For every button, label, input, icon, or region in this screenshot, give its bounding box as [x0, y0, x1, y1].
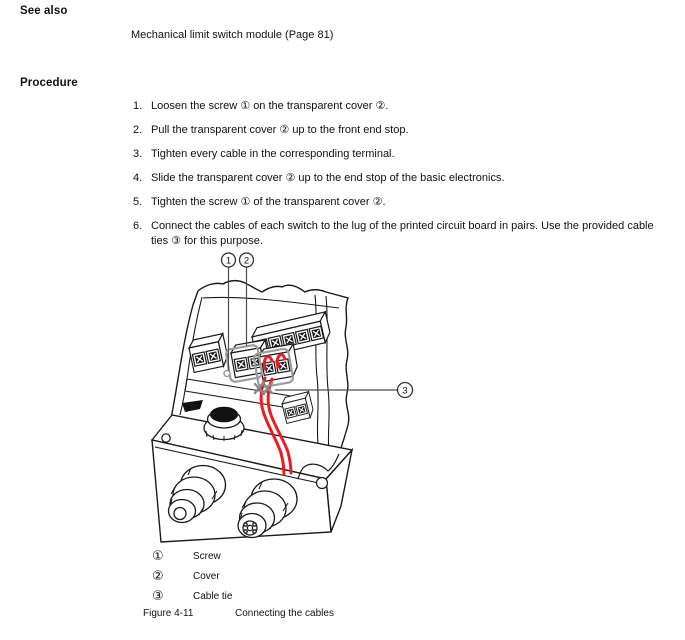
- step-number: 3.: [133, 148, 143, 160]
- legend-row-screw: [152, 550, 221, 564]
- legend-row-cable-tie: [152, 590, 232, 604]
- legend-num-2: ②: [152, 569, 164, 584]
- callout-3-badge: [398, 383, 413, 398]
- box-screw-hole: [162, 434, 170, 442]
- see-also-link[interactable]: Mechanical limit switch module (Page 81): [131, 29, 334, 41]
- procedure-steps: [133, 99, 673, 258]
- step-number: 2.: [133, 124, 143, 136]
- procedure-step: [133, 99, 673, 114]
- step-text: Tighten the screw ① of the transparent cover ②.: [151, 196, 386, 208]
- legend-label: Cable tie: [193, 591, 233, 602]
- step-text: Loosen the screw ① on the transparent cover ②.: [151, 100, 389, 112]
- cover-screw: [224, 371, 230, 377]
- step-text: Connect the cables of each switch to the lug of the printed circuit board in pairs. Use the provided cable ties ③ for this purpose.: [151, 220, 654, 247]
- procedure-heading: Procedure: [20, 77, 78, 89]
- step-text: Tighten every cable in the corresponding terminal.: [151, 148, 395, 160]
- figure-caption: [143, 608, 334, 619]
- legend-num-1: ①: [152, 549, 164, 564]
- svg-text:2: 2: [243, 255, 250, 267]
- figure-caption-text: Connecting the cables: [235, 608, 334, 619]
- step-number: 5.: [133, 196, 143, 208]
- legend-row-cover: [152, 570, 220, 584]
- svg-text:1: 1: [225, 255, 232, 267]
- legend-label: Screw: [193, 551, 221, 562]
- procedure-step: [133, 195, 673, 210]
- legend-label: Cover: [193, 571, 220, 582]
- step-text: Pull the transparent cover ② up to the front end stop.: [151, 124, 409, 136]
- procedure-step: [133, 123, 673, 138]
- step-number: 1.: [133, 100, 143, 112]
- terminal-block-left: [188, 334, 230, 373]
- step-text: Slide the transparent cover ② up to the end stop of the basic electronics.: [151, 172, 505, 184]
- box-screw-hole: [317, 478, 328, 489]
- legend-num-3: ③: [152, 589, 164, 604]
- figure-caption-label: Figure 4-11: [143, 608, 194, 619]
- figure-illustration: [145, 251, 425, 553]
- callout-2-badge: [240, 253, 254, 267]
- see-also-heading: See also: [20, 5, 68, 17]
- svg-text:3: 3: [402, 385, 408, 397]
- figure-connecting-cables: [145, 251, 425, 553]
- callout-1-badge: [222, 253, 236, 267]
- procedure-step: [133, 171, 673, 186]
- procedure-step: [133, 147, 673, 162]
- step-number: 6.: [133, 220, 143, 232]
- step-number: 4.: [133, 172, 143, 184]
- procedure-step: [133, 219, 673, 249]
